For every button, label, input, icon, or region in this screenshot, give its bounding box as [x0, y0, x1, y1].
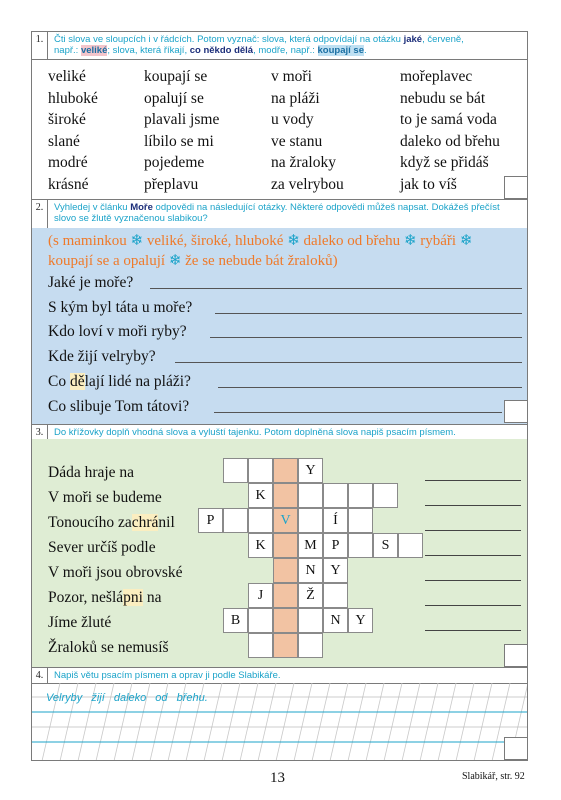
crossword-cell[interactable]: [323, 583, 348, 608]
hint: (s maminkou: [48, 233, 127, 249]
answer-line[interactable]: [150, 288, 522, 289]
hint: že se nebude bát žraloků): [185, 253, 338, 269]
crossword-clue: Tonoucího zachránil: [48, 514, 175, 531]
crossword-cell[interactable]: [373, 483, 398, 508]
answer-line[interactable]: [175, 362, 522, 363]
crossword-cell[interactable]: N: [323, 608, 348, 633]
crossword-cell[interactable]: [248, 633, 273, 658]
crossword-cell[interactable]: [223, 508, 248, 533]
task2-instruction: [31, 199, 528, 229]
hint: koupají se a opalují: [48, 253, 166, 269]
word[interactable]: když se přidáš: [400, 154, 489, 172]
question: S kým byl táta u moře?: [48, 299, 193, 316]
crossword-cell[interactable]: [298, 483, 323, 508]
instr-text: např.:: [54, 45, 81, 56]
crossword-cell[interactable]: [298, 633, 323, 658]
crossword-cell[interactable]: S: [373, 533, 398, 558]
word[interactable]: slané: [48, 132, 80, 150]
crossword-cell[interactable]: [398, 533, 423, 558]
crossword-cell[interactable]: [248, 458, 273, 483]
answer-line[interactable]: [425, 480, 521, 481]
answer-line[interactable]: [425, 505, 521, 506]
crossword-cell[interactable]: K: [248, 533, 273, 558]
word[interactable]: široké: [48, 111, 86, 129]
word[interactable]: pojedeme: [144, 154, 205, 172]
crossword-cell[interactable]: Y: [348, 608, 373, 633]
crossword-solution-cell[interactable]: [273, 458, 298, 483]
word-column: [271, 66, 344, 196]
crossword-cell[interactable]: [298, 508, 323, 533]
word[interactable]: veliké: [48, 68, 86, 85]
word[interactable]: plavali jsme: [144, 111, 220, 129]
crossword-cell[interactable]: Y: [298, 458, 323, 483]
instr-text: ; slova, která říkají,: [107, 45, 190, 56]
answer-line[interactable]: [210, 337, 522, 338]
crossword-cell[interactable]: [348, 508, 373, 533]
crossword-clue: Sever určíš podle: [48, 539, 156, 556]
task1-instruction: [31, 31, 528, 60]
crossword-solution-cell[interactable]: [273, 533, 298, 558]
task3-checkbox[interactable]: [504, 644, 528, 667]
word-column: [48, 66, 98, 196]
answer-line[interactable]: [218, 387, 522, 388]
word[interactable]: krásné: [48, 175, 89, 193]
instr-text: Čti slova ve sloupcích i v řádcích. Potom vyznač: slova, která odpovídají na otázku: [54, 34, 404, 45]
crossword-cell[interactable]: [348, 533, 373, 558]
word[interactable]: přeplavu: [144, 175, 199, 193]
word[interactable]: na žraloky: [271, 154, 336, 172]
crossword-solution-cell[interactable]: V: [273, 508, 298, 533]
instr-text: Do křížovky doplň vhodná slova a vyluští tajenku. Potom doplněná slova napiš psacím písmem.: [54, 427, 456, 438]
crossword-solution-cell[interactable]: [273, 558, 298, 583]
instr-text: , červeně,: [422, 34, 464, 45]
task3-number: 3.: [32, 425, 48, 439]
answer-line[interactable]: [425, 580, 521, 581]
word[interactable]: na pláži: [271, 89, 320, 107]
crossword-clue: Žraloků se nemusíš: [48, 639, 169, 656]
crossword-cell[interactable]: P: [198, 508, 223, 533]
instr-text: .: [363, 45, 367, 56]
snowflake-icon: ❄: [130, 233, 144, 249]
question: Jaké je moře?: [48, 274, 134, 291]
word-column: [400, 66, 500, 196]
crossword-solution-cell[interactable]: [273, 608, 298, 633]
instr-text: Napiš větu psacím písmem a oprav ji podle Slabikáře.: [54, 670, 281, 681]
crossword-cell[interactable]: J: [248, 583, 273, 608]
crossword-cell[interactable]: [348, 483, 373, 508]
instr-text: odpovědi na následující otázky. Některé odpovědi můžeš napsat. Dokážeš přečíst slovo se žlutě vyznačenou slabikou?: [54, 202, 500, 224]
example-red: veliké: [80, 45, 108, 56]
book-reference: Slabikář, str. 92: [462, 771, 525, 782]
snowflake-icon: ❄: [287, 233, 300, 249]
answer-line[interactable]: [214, 412, 502, 413]
crossword-cell[interactable]: P: [323, 533, 348, 558]
crossword-cell[interactable]: [298, 608, 323, 633]
word[interactable]: to je samá voda: [400, 111, 497, 129]
task1-number: 1.: [32, 32, 48, 59]
instr-jake: jaké: [403, 34, 423, 45]
word[interactable]: opalují se: [144, 89, 204, 107]
task1-checkbox[interactable]: [504, 176, 528, 199]
example-blue: koupají se: [317, 45, 364, 56]
crossword-cell[interactable]: [248, 608, 273, 633]
crossword-solution-cell[interactable]: [273, 633, 298, 658]
word[interactable]: v moři: [271, 68, 312, 85]
hint: veliké, široké, hluboké: [146, 233, 284, 249]
crossword-cell[interactable]: B: [223, 608, 248, 633]
crossword-clue: Dáda hraje na: [48, 464, 135, 481]
instr-more: Moře: [130, 202, 153, 213]
word[interactable]: daleko od břehu: [400, 132, 500, 150]
snowflake-icon: ❄: [459, 233, 473, 249]
crossword-clue: Jíme žluté: [48, 614, 112, 631]
hint: rybáři: [420, 233, 457, 249]
crossword-clue: V moři jsou obrovské: [48, 564, 183, 581]
crossword-cell[interactable]: [248, 508, 273, 533]
crossword-solution-cell[interactable]: [273, 583, 298, 608]
question: Kdo loví v moři ryby?: [48, 323, 187, 340]
word[interactable]: ve stanu: [271, 132, 323, 150]
word-column: [144, 66, 219, 196]
word[interactable]: hluboké: [48, 89, 98, 107]
word[interactable]: nebudu se bát: [400, 89, 486, 107]
word[interactable]: líbilo se mi: [144, 132, 214, 150]
crossword-cell[interactable]: [223, 458, 248, 483]
hint-words: [48, 231, 518, 271]
answer-line[interactable]: [425, 555, 521, 556]
word[interactable]: za velrybou: [271, 175, 344, 193]
crossword-cell[interactable]: N: [298, 558, 323, 583]
word[interactable]: koupají se: [144, 68, 208, 85]
model-sentence: Velryby žijí daleko od břehu.: [46, 692, 208, 704]
writing-area[interactable]: [31, 683, 528, 761]
word[interactable]: modré: [48, 154, 88, 172]
crossword-cell[interactable]: M: [298, 533, 323, 558]
answer-line[interactable]: [215, 313, 522, 314]
crossword-solution-cell[interactable]: [273, 483, 298, 508]
task2-checkbox[interactable]: [504, 400, 528, 423]
crossword-cell[interactable]: Ž: [298, 583, 323, 608]
task4-checkbox[interactable]: [504, 737, 528, 760]
task4-number: 4.: [32, 668, 48, 683]
question: Kde žijí velryby?: [48, 348, 156, 365]
question: Co dělají lidé na pláži?: [48, 373, 191, 390]
answer-line[interactable]: [425, 530, 521, 531]
task2-number: 2.: [32, 200, 48, 228]
snowflake-icon: ❄: [168, 253, 182, 269]
hint: daleko od břehu: [303, 233, 401, 249]
instr-text: Vyhledej v článku: [54, 202, 131, 213]
word[interactable]: u vody: [271, 111, 314, 129]
snowflake-icon: ❄: [403, 233, 417, 249]
question: Co slibuje Tom tátovi?: [48, 398, 190, 415]
task4-instruction: [31, 667, 528, 684]
crossword-cell[interactable]: K: [248, 483, 273, 508]
word[interactable]: mořeplavec: [400, 68, 473, 85]
crossword-clue: Pozor, nešlápni na: [48, 589, 162, 606]
page-number: 13: [270, 770, 285, 786]
crossword-cell[interactable]: Y: [323, 558, 348, 583]
crossword-cell[interactable]: [323, 483, 348, 508]
instr-co: co někdo dělá: [189, 45, 254, 56]
answer-line[interactable]: [425, 630, 521, 631]
instr-text: , modře, např.:: [253, 45, 318, 56]
task3-instruction: [31, 424, 528, 440]
word[interactable]: jak to víš: [400, 175, 457, 193]
crossword-clue: V moři se budeme: [48, 489, 162, 506]
crossword-cell[interactable]: Í: [323, 508, 348, 533]
answer-line[interactable]: [425, 605, 521, 606]
